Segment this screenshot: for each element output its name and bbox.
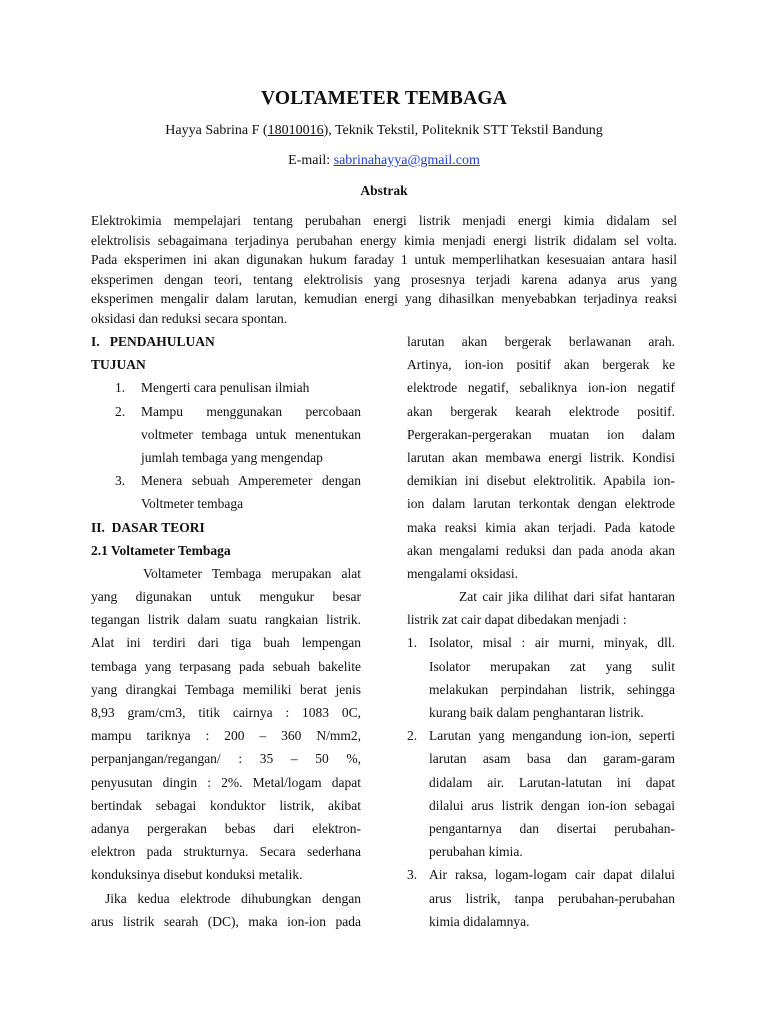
paragraph-line: larutan akan bergerak berlawanan arah. bbox=[407, 334, 675, 349]
right-column bbox=[407, 330, 675, 933]
zat-cair-list bbox=[407, 631, 675, 932]
author-name: Hayya Sabrina F ( bbox=[165, 123, 268, 138]
paper-title: VOLTAMETER TEMBAGA bbox=[260, 88, 508, 109]
list-item-line: melakukan perpindahan listrik, sehingga bbox=[429, 681, 675, 697]
paragraph-line: Voltameter Tembaga merupakan alat bbox=[143, 565, 361, 581]
paragraph-line: ion dalam larutan terkontak dengan elektrode bbox=[407, 496, 675, 512]
body-paragraph bbox=[407, 330, 675, 585]
paragraph-line: Alat ini terdiri dari tiga buah lempengan bbox=[91, 635, 361, 651]
author-affiliation: ), Teknik Tekstil, Politeknik STT Tekstil Bandung bbox=[323, 123, 603, 138]
paragraph-line: demikian ini disebut elektrolitik. Apabila ion- bbox=[407, 473, 675, 489]
body-paragraph bbox=[407, 585, 675, 631]
list-item bbox=[115, 376, 361, 399]
paragraph-line: 8,93 gram/cm3, titik cairnya : 1083 0C, bbox=[91, 705, 361, 720]
list-item bbox=[407, 631, 675, 724]
list-item bbox=[407, 863, 675, 933]
left-column bbox=[91, 330, 361, 933]
list-item-line: larutan asam basa dan garam-garam bbox=[429, 751, 675, 767]
list-number: 3. bbox=[407, 867, 418, 883]
paragraph-line: penyusutan dingin : 2%. Metal/logam dapat bbox=[91, 774, 361, 790]
paragraph-line: maka reaksi kimia akan terjadi. Pada katode bbox=[407, 519, 675, 535]
subheading-tujuan: TUJUAN bbox=[91, 357, 146, 373]
list-number: 2. bbox=[407, 728, 418, 744]
paragraph-line: Jika kedua elektrode dihubungkan dengan bbox=[105, 890, 361, 906]
paragraph-line: elektron pada strukturnya. Secara sederhana bbox=[91, 844, 361, 860]
list-item bbox=[407, 724, 675, 863]
email-link[interactable]: sabrinahayya@gmail.com bbox=[333, 153, 480, 168]
abstract-line: eksperimen mengalir dalam larutan, kemudian energi yang dihasilkan menyebabkan terjadinya reaksi bbox=[91, 291, 677, 307]
paragraph-line: akan mengalami reduksi dan pada anoda akan bbox=[407, 542, 675, 558]
list-item-line: pengantarnya dan disertai perubahan- bbox=[429, 820, 675, 836]
list-item-line: kurang baik dalam penghantaran listrik. bbox=[429, 705, 644, 720]
list-item-line: Mampu menggunakan percobaan bbox=[141, 403, 361, 419]
email-label: E-mail: bbox=[288, 153, 334, 168]
paragraph-line: Pergerakan-pergerakan muatan ion dalam bbox=[407, 426, 675, 442]
paragraph-line: larutan akan membawa energi listrik. Kondisi bbox=[407, 449, 675, 465]
list-number: 3. bbox=[115, 473, 126, 489]
paragraph-line: tembaga yang terpasang pada sebuah bakelite bbox=[91, 658, 361, 674]
abstract-body bbox=[91, 211, 677, 329]
paragraph-line: yang digunakan untuk mengukur besar bbox=[91, 589, 361, 605]
paragraph-line: mengalami oksidasi. bbox=[407, 565, 518, 581]
list-number: 1. bbox=[115, 380, 126, 396]
paragraph-line: perpanjangan/regangan/ : 35 – 50 %, bbox=[91, 751, 361, 767]
section-heading-dasar-teori: II. DASAR TEORI bbox=[91, 519, 205, 535]
paragraph-line: adanya pergerakan bebas dari elektron- bbox=[91, 820, 361, 836]
paragraph-line: bertindak sebagai konduktor listrik, akibat bbox=[91, 797, 361, 813]
list-item-line: didalam air. Larutan-latutan ini dapat bbox=[429, 774, 675, 790]
paragraph-line: akan bergerak kearah elektrode positif. bbox=[407, 403, 675, 419]
body-paragraph bbox=[91, 887, 361, 933]
list-number: 2. bbox=[115, 403, 126, 419]
abstract-heading: Abstrak bbox=[360, 183, 408, 198]
list-item-line: arus listrik, tanpa perubahan-perubahan bbox=[429, 890, 675, 906]
paragraph-line: arus listrik searah (DC), maka ion-ion pada bbox=[91, 913, 361, 929]
list-item bbox=[115, 400, 361, 470]
paragraph-line: Zat cair jika dilihat dari sifat hantaran bbox=[459, 589, 675, 605]
paragraph-line: elektrode negatif, sebaliknya ion-ion negatif bbox=[407, 380, 675, 396]
abstract-line: elektrolisis sebagaimana terjadinya perubahan energy kimia menjadi energi listrik didalam sel volta. bbox=[91, 232, 677, 248]
list-item-line: voltmeter tembaga untuk menentukan bbox=[141, 426, 361, 442]
list-item-line: Air raksa, logam-logam cair dapat dilalui bbox=[429, 867, 675, 883]
subsection-heading: 2.1 Voltameter Tembaga bbox=[91, 542, 231, 558]
paragraph-line: konduksinya disebut konduksi metalik. bbox=[91, 867, 303, 883]
list-item-line: Larutan yang mengandung ion-ion, seperti bbox=[429, 728, 675, 744]
list-item-line: jumlah tembaga yang mengendap bbox=[141, 449, 323, 465]
list-item-line: Isolator, misal : air murni, minyak, dll. bbox=[429, 635, 675, 651]
list-item-line: dilalui arus listrik dengan ion-ion sebagai bbox=[429, 797, 675, 813]
goals-list bbox=[91, 376, 361, 515]
author-line bbox=[0, 123, 768, 139]
list-item-line: perubahan kimia. bbox=[429, 844, 523, 860]
abstract-line: Elektrokimia mempelajari tentang perubahan energi listrik menjadi energi kimia didalam sel bbox=[91, 213, 677, 228]
abstract-line: oksidasi dan reduksi secara spontan. bbox=[91, 310, 288, 326]
list-item-line: Isolator merupakan zat yang sulit bbox=[429, 658, 675, 674]
paragraph-line: mampu tariknya : 200 – 360 N/mm2, bbox=[91, 728, 361, 744]
list-item-line: Mengerti cara penulisan ilmiah bbox=[141, 380, 310, 396]
abstract-line: Pada eksperimen ini akan digunakan hukum faraday 1 untuk memperlihatkan kesesuaian antara hasil bbox=[91, 252, 677, 268]
paragraph-line: listrik zat cair dapat dibedakan menjadi : bbox=[407, 612, 627, 628]
paragraph-line: Artinya, ion-ion positif akan bergerak ke bbox=[407, 357, 675, 373]
paragraph-line: yang dirangkai Tembaga memiliki berat jenis bbox=[91, 681, 361, 697]
author-id: 18010016 bbox=[267, 123, 324, 138]
section-heading-pendahuluan: I. PENDAHULUAN bbox=[91, 334, 215, 349]
body-paragraph bbox=[91, 562, 361, 887]
email-line bbox=[0, 153, 768, 169]
paragraph-line: tegangan listrik dalam suatu rangkaian listrik. bbox=[91, 612, 361, 628]
list-item-line: Voltmeter tembaga bbox=[141, 496, 244, 512]
list-number: 1. bbox=[407, 635, 418, 651]
list-item bbox=[115, 469, 361, 515]
list-item-line: kimia didalamnya. bbox=[429, 913, 530, 929]
list-item-line: Menera sebuah Amperemeter dengan bbox=[141, 473, 361, 489]
abstract-line: eksperimen dengan teori, tentang elektrolisis yang prosesnya terjadi karena adanya arus yang bbox=[91, 271, 677, 287]
